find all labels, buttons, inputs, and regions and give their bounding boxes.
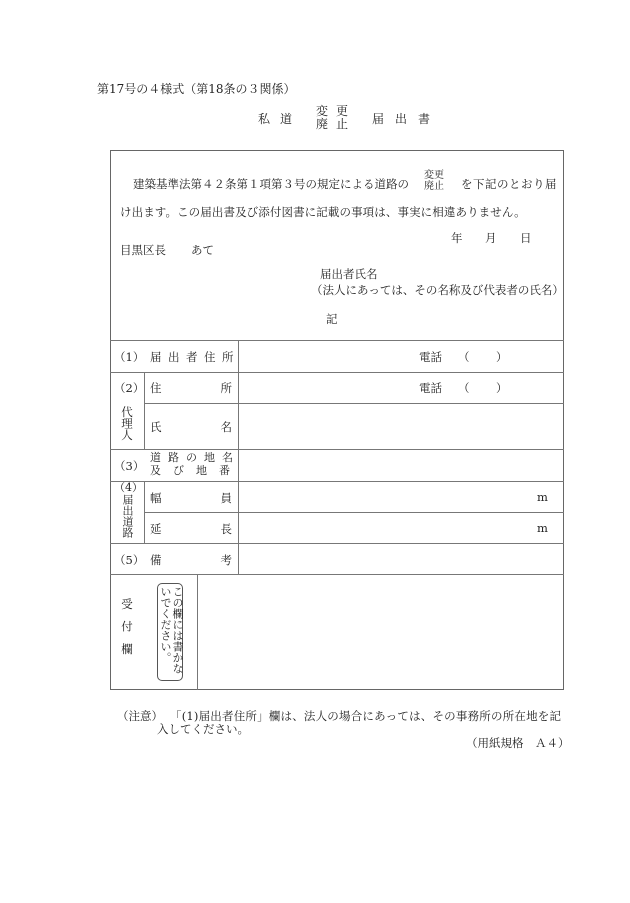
declaration-option-abolish: 廃止 xyxy=(424,181,444,192)
page-title xyxy=(258,104,441,132)
addressee: 目黒区長 xyxy=(120,243,166,257)
row-divider xyxy=(110,543,564,544)
row2-phone-open: （ xyxy=(458,381,470,395)
title-option-abolish: 廃止 xyxy=(316,117,357,131)
declaration-option-stack xyxy=(424,170,444,192)
row4-length-label: 延 長 xyxy=(150,522,232,536)
note-text-line1: 「(1)届出者住所」欄は、法人の場合にあっては、その事務所の所在地を記 xyxy=(170,709,562,723)
declaration-line1-pre: 建築基準法第４２条第１項第３号の規定による道路の xyxy=(133,177,409,191)
row1-phone-open: （ xyxy=(458,350,470,364)
road-width-field[interactable] xyxy=(240,483,562,511)
reception-note: この欄には書かないでください。 xyxy=(159,586,184,674)
row3-number: （3） xyxy=(114,459,145,473)
applicant-name-note: （法人にあっては、その名称及び代表者の氏名） xyxy=(311,283,564,297)
row4-width-label: 幅 員 xyxy=(150,491,232,505)
applicant-address-field[interactable] xyxy=(240,342,562,371)
title-option-stack xyxy=(316,105,356,131)
row5-number: （5） xyxy=(114,553,145,567)
row-divider xyxy=(110,574,564,575)
row1-phone-close: ） xyxy=(496,350,508,364)
paper-size: （用紙規格 Ａ４） xyxy=(466,736,570,750)
reception-divider xyxy=(197,574,198,690)
declaration-line1-post: を下記のとおり届 xyxy=(461,177,557,191)
row1-phone-label: 電話 xyxy=(419,350,442,364)
form-number: 第17号の４様式（第18条の３関係） xyxy=(97,82,296,96)
declaration-option-change: 変更 xyxy=(424,170,444,181)
row3-label-line1: 道路の地名 xyxy=(150,451,240,464)
addressee-suffix: あて xyxy=(191,243,214,257)
row2-group-label: 代理人 xyxy=(120,406,134,441)
row-divider xyxy=(110,449,564,450)
remarks-field[interactable] xyxy=(240,545,562,573)
ki-label: 記 xyxy=(326,312,338,326)
row-divider xyxy=(110,372,564,373)
row-divider xyxy=(110,340,564,341)
date-month: 月 xyxy=(485,231,497,245)
row-divider xyxy=(144,403,564,404)
row4-length-unit: m xyxy=(537,521,548,535)
row-divider xyxy=(110,481,564,482)
reception-area xyxy=(199,576,562,688)
row4-group-label: 届出道路 xyxy=(121,494,134,538)
row2-name-label: 氏 名 xyxy=(150,420,232,434)
row4-width-unit: m xyxy=(537,490,548,504)
road-length-field[interactable] xyxy=(240,514,562,542)
date-day: 日 xyxy=(520,231,532,245)
row2-phone-label: 電話 xyxy=(419,381,442,395)
row4-number: （4） xyxy=(114,481,143,494)
agent-name-field[interactable] xyxy=(240,405,562,448)
title-part2: 届出書 xyxy=(372,111,442,126)
note-label: （注意） xyxy=(117,709,163,723)
row1-label: 届出者住所 xyxy=(150,350,240,364)
row2-number: （2） xyxy=(114,381,145,395)
agent-address-field[interactable] xyxy=(240,374,562,402)
road-location-field[interactable] xyxy=(240,451,562,480)
note-text-line2: 入してください。 xyxy=(157,722,249,736)
title-part1: 私道 xyxy=(258,111,303,126)
title-option-change: 変更 xyxy=(316,104,357,118)
subgroup-divider xyxy=(144,481,145,543)
row5-label: 備 考 xyxy=(150,553,232,567)
row1-number: （1） xyxy=(114,350,145,364)
row2-phone-close: ） xyxy=(496,381,508,395)
declaration-line2: け出ます。この届出書及び添付図書に記載の事項は、事実に相違ありません。 xyxy=(120,205,526,219)
row-divider xyxy=(144,512,564,513)
applicant-name-label: 届出者氏名 xyxy=(320,267,378,281)
date-year: 年 xyxy=(451,231,463,245)
row3-label-line2: 及び地番 xyxy=(150,464,242,477)
reception-label: 受付欄 xyxy=(120,598,134,666)
row2-address-label: 住 所 xyxy=(150,381,232,395)
